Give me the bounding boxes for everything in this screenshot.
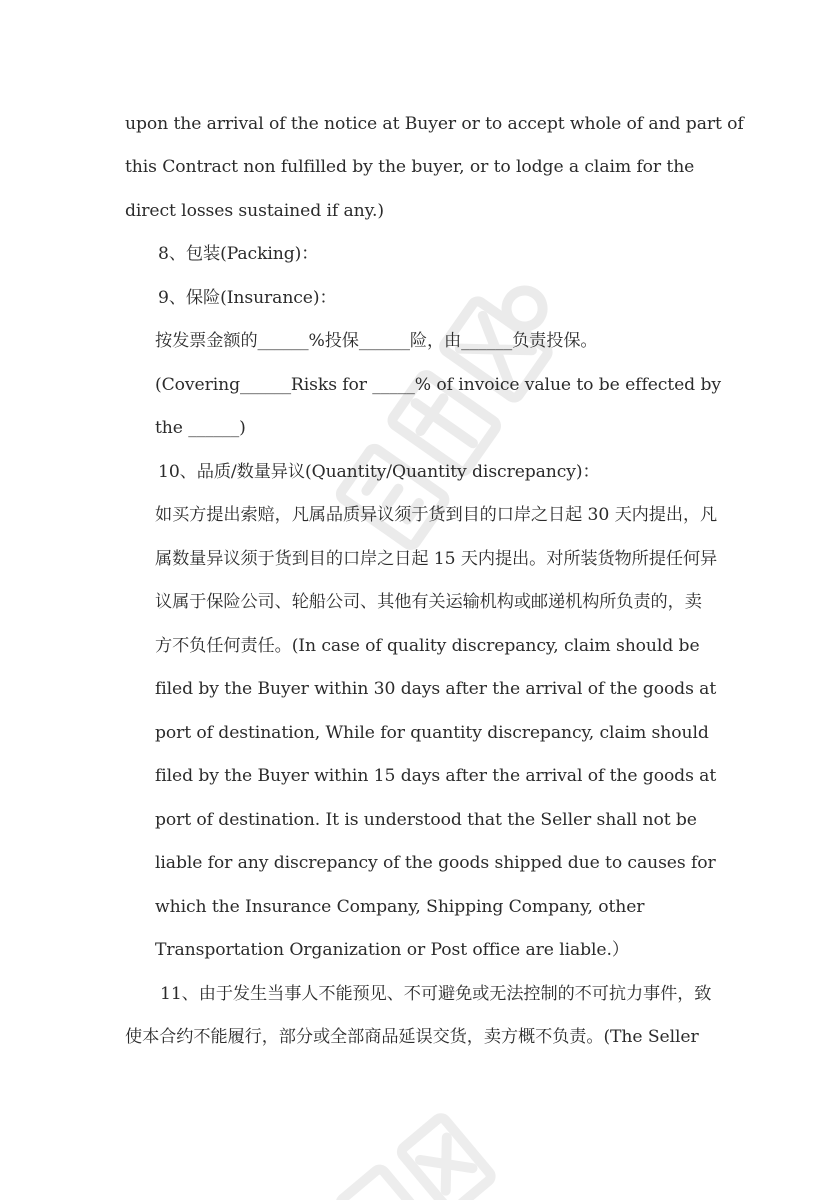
watermark-logo <box>300 250 600 580</box>
text-line: 议属于保险公司、轮船公司、其他有关运输机构或邮递机构所负责的，卖 <box>155 592 702 612</box>
text-line: direct losses sustained if any.) <box>125 201 384 221</box>
text-line: port of destination, While for quantity discrepancy, claim should <box>155 723 709 743</box>
text-line: upon the arrival of the notice at Buyer or to accept whole of and part of <box>125 114 744 134</box>
text-line: (Covering______Risks for _____% of invoice value to be effected by <box>155 375 721 395</box>
section-heading-force-majeure: 11、由于发生当事人不能预见、不可避免或无法控制的不可抗力事件，致 <box>160 984 712 1004</box>
text-line: filed by the Buyer within 30 days after the arrival of the goods at <box>155 679 717 699</box>
text-line: 使本合约不能履行，部分或全部商品延误交货，卖方概不负责。(The Seller <box>125 1027 699 1047</box>
section-heading-packing: 8、包装(Packing)： <box>158 244 319 264</box>
text-line: port of destination. It is understood that the Seller shall not be <box>155 810 697 830</box>
text-line: 方不负任何责任。(In case of quality discrepancy, claim should be <box>155 636 700 656</box>
text-line: 如买方提出索赔，凡属品质异议须于货到目的口岸之日起 30 天内提出，凡 <box>155 505 718 525</box>
text-line: which the Insurance Company, Shipping Company, other <box>155 897 645 917</box>
section-heading-quantity-discrepancy: 10、品质/数量异议(Quantity/Quantity discrepancy)： <box>158 462 600 482</box>
text-line: 按发票金额的______%投保______险，由______负责投保。 <box>155 331 598 351</box>
watermark-logo-bottom <box>270 1080 570 1200</box>
text-line: Transportation Organization or Post office are liable.） <box>155 940 629 960</box>
text-line: filed by the Buyer within 15 days after the arrival of the goods at <box>155 766 717 786</box>
text-line: liable for any discrepancy of the goods shipped due to causes for <box>155 853 716 873</box>
text-line: 属数量异议须于货到目的口岸之日起 15 天内提出。对所装货物所提任何异 <box>155 549 718 569</box>
text-line: the ______) <box>155 418 246 438</box>
text-line: this Contract non fulfilled by the buyer, or to lodge a claim for the <box>125 157 695 177</box>
section-heading-insurance: 9、保险(Insurance)： <box>158 288 337 308</box>
